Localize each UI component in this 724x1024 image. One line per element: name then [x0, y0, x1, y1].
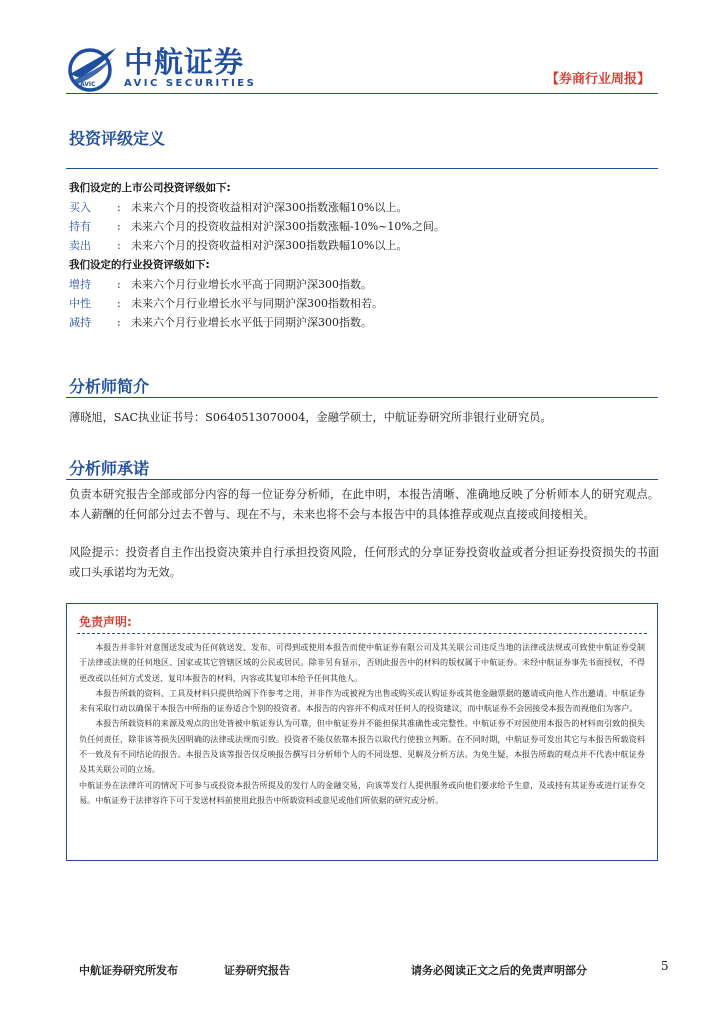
- disclaimer-paragraph: 本报告所载的资料、工具及材料只提供给阁下作参考之用，并非作为或被视为出售或购买或认购证券或其他金融票据的邀请或向他人作出邀请。中航证券未有采取行动以确保于本报告中所指的证券适合个别的投资者。本报告的内容并不构成对任何人的投资建议，而中航证券不会因接受本报告而视他们为客户。: [79, 687, 645, 714]
- company-rating-heading: 我们设定的上市公司投资评级如下:: [69, 182, 231, 194]
- risk-warning-text: 风险提示：投资者自主作出投资决策并自行承担投资风险，任何形式的分享证券投资收益或者分担证券投资损失的书面或口头承诺均为无效。: [69, 546, 659, 579]
- rating-row-hold: 持有 : 未来六个月的投资收益相对沪深300指数涨幅-10%~10%之间。: [69, 217, 659, 236]
- disclaimer-body: [79, 640, 645, 808]
- page-number: 5: [661, 959, 669, 973]
- disclaimer-title: 免责声明:: [79, 615, 132, 629]
- rating-definitions: [69, 178, 659, 332]
- industry-rating-heading: 我们设定的行业投资评级如下:: [69, 259, 210, 271]
- rating-description: 未来六个月的投资收益相对沪深300指数涨幅-10%~10%之间。: [131, 220, 445, 233]
- rating-description: 未来六个月的投资收益相对沪深300指数跌幅10%以上。: [131, 239, 408, 252]
- rating-row-underweight: 减持 : 未来六个月行业增长水平低于同期沪深300指数。: [69, 313, 659, 332]
- analyst-profile-text: 薄晓旭，SAC执业证书号：S0640513070004，金融学硕士，中航证券研究所非银行业研究员。: [69, 411, 552, 424]
- rating-row-neutral: 中性 : 未来六个月行业增长水平与同期沪深300指数相若。: [69, 294, 659, 313]
- logo-chinese-name: 中航证券: [124, 45, 245, 79]
- rating-row-overweight: 增持 : 未来六个月行业增长水平高于同期沪深300指数。: [69, 275, 659, 294]
- rating-label: 增持: [69, 278, 91, 291]
- rating-row-sell: 卖出 : 未来六个月的投资收益相对沪深300指数跌幅10%以上。: [69, 236, 659, 255]
- rating-label: 减持: [69, 316, 91, 329]
- disclaimer-divider: [77, 633, 647, 634]
- rating-description: 未来六个月行业增长水平与同期沪深300指数相若。: [131, 297, 383, 310]
- analyst-section-divider: [66, 397, 658, 398]
- commitment-text: 负责本研究报告全部或部分内容的每一位证券分析师，在此申明，本报告清晰、准确地反映了分析师本人的研究观点。本人薪酬的任何部分过去不曾与、现在不与，未来也将不会与本报告中的具体推荐或观点直接或间接相关。: [69, 488, 659, 521]
- disclaimer-box: [66, 603, 658, 861]
- rating-label: 卖出: [69, 239, 91, 252]
- rating-label: 买入: [69, 201, 91, 214]
- report-type-label: 【券商行业周报】: [545, 72, 650, 87]
- avic-logo-mark-icon: [66, 44, 118, 92]
- rating-section-divider: [66, 168, 658, 169]
- rating-description: 未来六个月的投资收益相对沪深300指数涨幅10%以上。: [131, 201, 408, 214]
- footer-publisher: 中航证券研究所发布: [79, 964, 178, 977]
- footer-doc-type: 证券研究报告: [224, 964, 290, 977]
- logo-english-name: AVIC SECURITIES: [124, 78, 257, 89]
- disclaimer-paragraph: 本报告所载资料的来源及观点的出处皆被中航证券认为可靠，但中航证券并不能担保其准确性或完整性。中航证券不对因使用本报告的材料而引致的损失负任何责任，除非该等损失因明确的法律或法规而引致。投资者不能仅依靠本报告以取代行使独立判断。在不同时期，中航证券可发出其它与本报告所载资料不一致及有不同结论的报告。本报告及该等报告仅反映报告撰写日分析师个人的不同设想、见解及分析方法。为免生疑，本报告所载的观点并不代表中航证券及其关联公司的立场。: [79, 718, 645, 775]
- logo-mark-text: AVIC: [80, 81, 96, 88]
- company-logo: [66, 44, 266, 94]
- footer-notice: 请务必阅读正文之后的免责声明部分: [411, 964, 587, 977]
- rating-section-title: 投资评级定义: [69, 129, 166, 148]
- disclaimer-paragraph: 本报告并非针对意图送发或为任何就送发、发布、可得到或使用本报告而使中航证券有限公司及其关联公司违反当地的法律或法规或可致使中航证券受制于法律或法规的任何地区、国家或其它管辖区域的公民或居民。除非另有显示，否则此报告中的材料的版权属于中航证券。未经中航证券事先书面授权，不得更改或以任何方式发送、复印本报告的材料、内容或其复印本给予任何其他人。: [79, 642, 645, 683]
- analyst-section-title: 分析师简介: [69, 377, 150, 396]
- rating-label: 持有: [69, 220, 91, 233]
- rating-description: 未来六个月行业增长水平低于同期沪深300指数。: [131, 316, 372, 329]
- rating-row-buy: 买入 : 未来六个月的投资收益相对沪深300指数涨幅10%以上。: [69, 198, 659, 217]
- commitment-section-title: 分析师承诺: [69, 459, 150, 478]
- rating-label: 中性: [69, 297, 91, 310]
- disclaimer-paragraph: 中航证券在法律许可的情况下可参与或投资本报告所提及的发行人的金融交易，向该等发行人提供服务或向他们要求给予生意，及或持有其证券或进行证券交易。中航证券于法律容许下可于发送材料前使用此报告中所载资料或意见或他们所依据的研究或分析。: [79, 779, 645, 805]
- commitment-section-divider: [66, 479, 658, 480]
- rating-description: 未来六个月行业增长水平高于同期沪深300指数。: [131, 278, 372, 291]
- header-divider: [66, 93, 658, 94]
